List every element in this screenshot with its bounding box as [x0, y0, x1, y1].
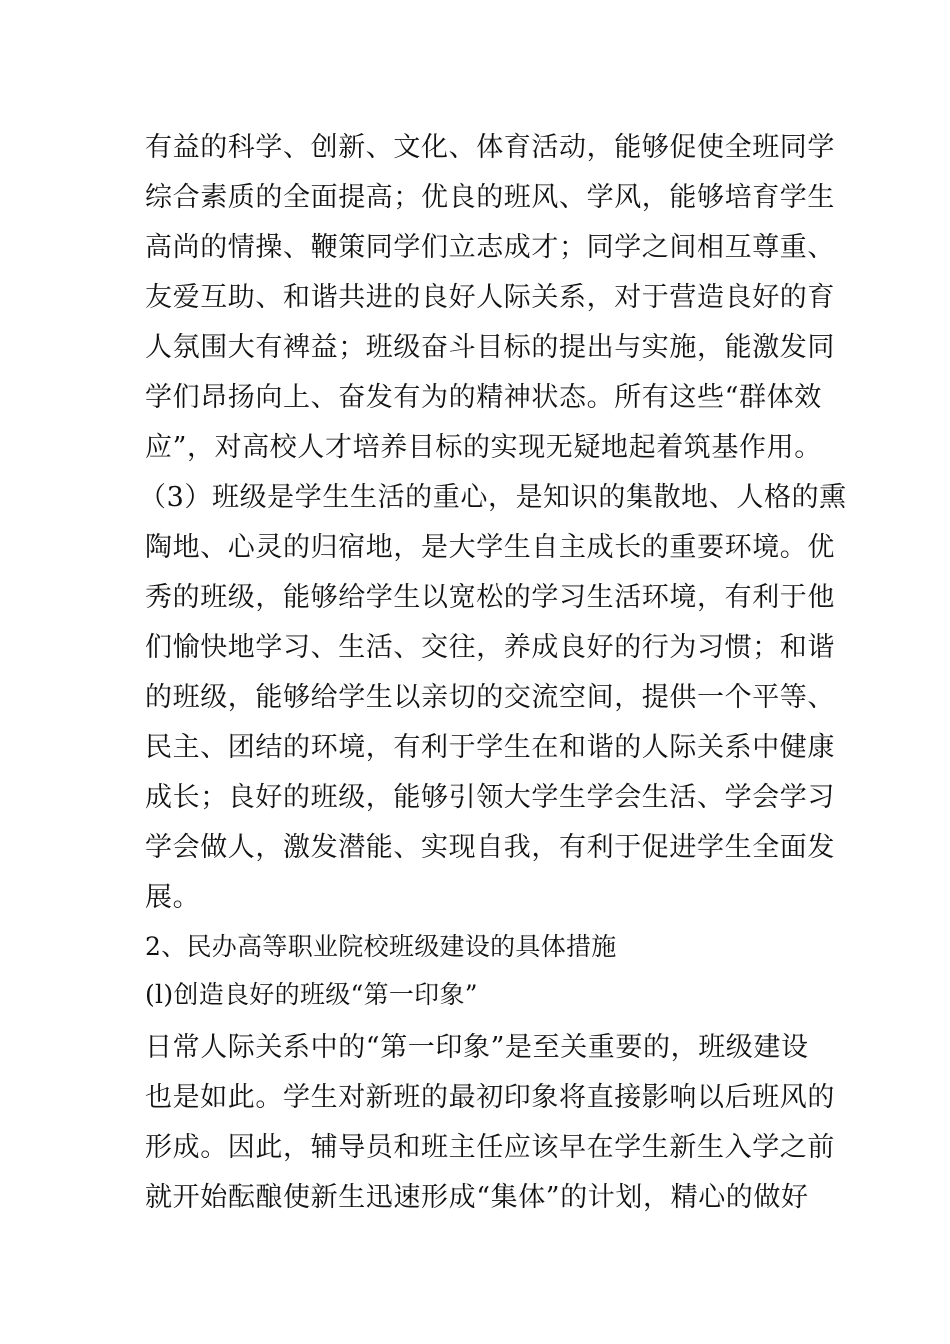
text-line: 日常人际关系中的“第一印象”是至关重要的，班级建设: [145, 1032, 809, 1063]
text-line: 就开始酝酿使新生迅速形成“集体”的计划，精心的做好: [145, 1182, 809, 1213]
text-line: 也是如此。学生对新班的最初印象将直接影响以后班风的: [145, 1082, 835, 1113]
text-line: 学会做人，激发潜能、实现自我，有利于促进学生全面发: [145, 832, 835, 863]
text-line: 人氛围大有裨益；班级奋斗目标的提出与实施，能激发同: [145, 332, 835, 363]
text-line: 学们昂扬向上、奋发有为的精神状态。所有这些“群体效: [145, 382, 822, 413]
text-line: 有益的科学、创新、文化、体育活动，能够促使全班同学: [145, 132, 835, 163]
text-line: 们愉快地学习、生活、交往，养成良好的行为习惯；和谐: [145, 632, 835, 663]
section-heading: 2、民办高等职业院校班级建设的具体措施: [145, 932, 617, 961]
text-line: 友爱互助、和谐共进的良好人际关系，对于营造良好的育: [145, 282, 835, 313]
text-line: 秀的班级，能够给学生以宽松的学习生活环境，有利于他: [145, 582, 835, 613]
text-line: 综合素质的全面提高；优良的班风、学风，能够培育学生: [145, 182, 835, 213]
subsection-heading: (l)创造良好的班级“第一印象”: [145, 980, 478, 1009]
text-line: 形成。因此，辅导员和班主任应该早在学生新生入学之前: [145, 1132, 835, 1163]
text-line: 展。: [145, 882, 201, 913]
text-line: 民主、团结的环境，有利于学生在和谐的人际关系中健康: [145, 732, 835, 763]
text-line: 成长；良好的班级，能够引领大学生学会生活、学会学习: [145, 782, 835, 813]
text-line: 高尚的情操、鞭策同学们立志成才；同学之间相互尊重、: [145, 232, 835, 263]
text-line: 的班级，能够给学生以亲切的交流空间，提供一个平等、: [145, 682, 835, 713]
text-line: 应”，对高校人才培养目标的实现无疑地起着筑基作用。: [145, 432, 822, 463]
text-line: （3）班级是学生生活的重心，是知识的集散地、人格的熏: [139, 482, 847, 513]
text-line: 陶地、心灵的归宿地，是大学生自主成长的重要环境。优: [145, 532, 835, 563]
